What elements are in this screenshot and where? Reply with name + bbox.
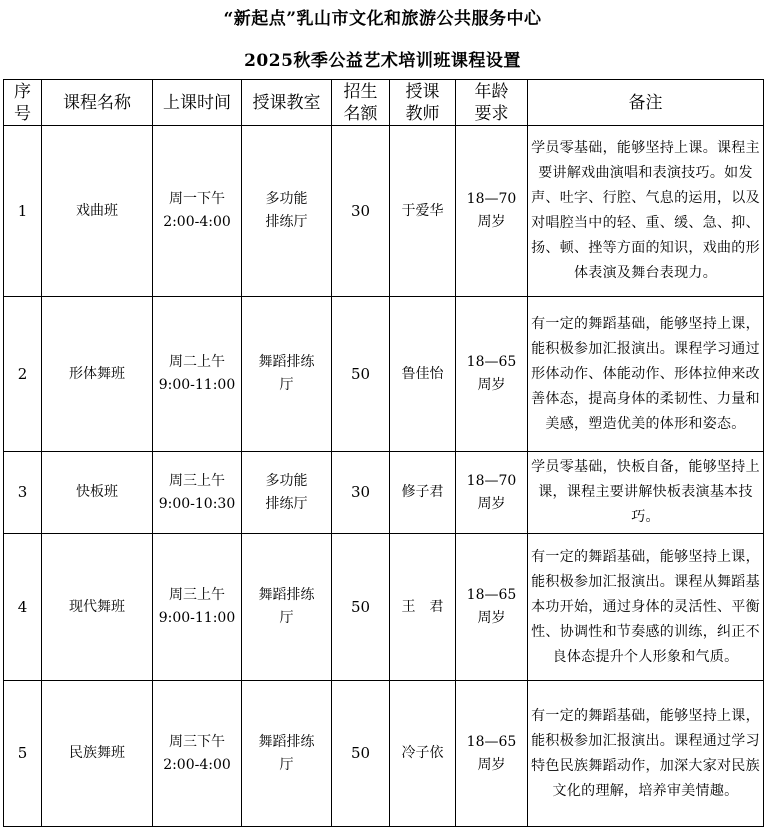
cell-teacher: 王 君 xyxy=(390,534,456,681)
table-row xyxy=(4,126,764,297)
cell-index: 3 xyxy=(4,452,42,534)
cell-classroom: 舞蹈排练 厅 xyxy=(242,534,332,681)
header-teacher: 授课 教师 xyxy=(390,80,456,126)
cell-teacher: 于爱华 xyxy=(390,126,456,297)
cell-age: 18—65 周岁 xyxy=(456,534,528,681)
header-classroom: 授课教室 xyxy=(242,80,332,126)
cell-classroom: 多功能 排练厅 xyxy=(242,126,332,297)
cell-course-name: 形体舞班 xyxy=(42,297,153,452)
cell-notes: 学员零基础，快板自备，能够坚持上课，课程主要讲解快板表演基本技巧。 xyxy=(528,452,764,534)
table-row xyxy=(4,297,764,452)
cell-enrollment: 30 xyxy=(332,452,390,534)
table-row xyxy=(4,681,764,827)
course-schedule-table xyxy=(3,79,764,827)
cell-classroom: 舞蹈排练 厅 xyxy=(242,681,332,827)
cell-teacher: 修子君 xyxy=(390,452,456,534)
cell-notes: 有一定的舞蹈基础，能够坚持上课，能积极参加汇报演出。课程通过学习特色民族舞蹈动作，加深大家对民族文化的理解，培养审美情趣。 xyxy=(528,681,764,827)
header-index: 序 号 xyxy=(4,80,42,126)
cell-classroom: 多功能 排练厅 xyxy=(242,452,332,534)
table-row xyxy=(4,452,764,534)
cell-age: 18—70 周岁 xyxy=(456,452,528,534)
cell-enrollment: 30 xyxy=(332,126,390,297)
cell-teacher: 冷子依 xyxy=(390,681,456,827)
cell-index: 1 xyxy=(4,126,42,297)
header-age: 年龄 要求 xyxy=(456,80,528,126)
cell-course-name: 戏曲班 xyxy=(42,126,153,297)
header-class-time: 上课时间 xyxy=(153,80,242,126)
cell-course-name: 快板班 xyxy=(42,452,153,534)
cell-notes: 有一定的舞蹈基础，能够坚持上课，能积极参加汇报演出。课程从舞蹈基本功开始，通过身体的灵活性、平衡性、协调性和节奏感的训练，纠正不良体态提升个人形象和气质。 xyxy=(528,534,764,681)
document-title-line2: 2025秋季公益艺术培训班课程设置 xyxy=(244,51,521,71)
header-notes: 备注 xyxy=(528,80,764,126)
cell-index: 2 xyxy=(4,297,42,452)
cell-age: 18—70 周岁 xyxy=(456,126,528,297)
cell-classroom: 舞蹈排练 厅 xyxy=(242,297,332,452)
cell-class-time: 周一下午 2:00-4:00 xyxy=(153,126,242,297)
table-row xyxy=(4,534,764,681)
cell-class-time: 周三上午 9:00-11:00 xyxy=(153,534,242,681)
cell-enrollment: 50 xyxy=(332,297,390,452)
cell-index: 4 xyxy=(4,534,42,681)
document-title-line1: “新起点”乳山市文化和旅游公共服务中心 xyxy=(223,9,542,29)
cell-age: 18—65 周岁 xyxy=(456,681,528,827)
cell-enrollment: 50 xyxy=(332,534,390,681)
header-course-name: 课程名称 xyxy=(42,80,153,126)
cell-course-name: 现代舞班 xyxy=(42,534,153,681)
cell-age: 18—65 周岁 xyxy=(456,297,528,452)
cell-teacher: 鲁佳怡 xyxy=(390,297,456,452)
cell-notes: 有一定的舞蹈基础，能够坚持上课，能积极参加汇报演出。课程学习通过形体动作、体能动作、形体拉伸来改善体态，提高身体的柔韧性、力量和美感，塑造优美的体形和姿态。 xyxy=(528,297,764,452)
table-header-row xyxy=(4,80,764,126)
cell-class-time: 周三下午 2:00-4:00 xyxy=(153,681,242,827)
cell-enrollment: 50 xyxy=(332,681,390,827)
cell-class-time: 周三上午 9:00-10:30 xyxy=(153,452,242,534)
cell-index: 5 xyxy=(4,681,42,827)
header-enrollment: 招生 名额 xyxy=(332,80,390,126)
cell-notes: 学员零基础，能够坚持上课。课程主要讲解戏曲演唱和表演技巧。如发声、吐字、行腔、气息的运用，以及对唱腔当中的轻、重、缓、急、抑、扬、顿、挫等方面的知识，戏曲的形体表演及舞台表现力。 xyxy=(528,126,764,297)
cell-class-time: 周二上午 9:00-11:00 xyxy=(153,297,242,452)
cell-course-name: 民族舞班 xyxy=(42,681,153,827)
